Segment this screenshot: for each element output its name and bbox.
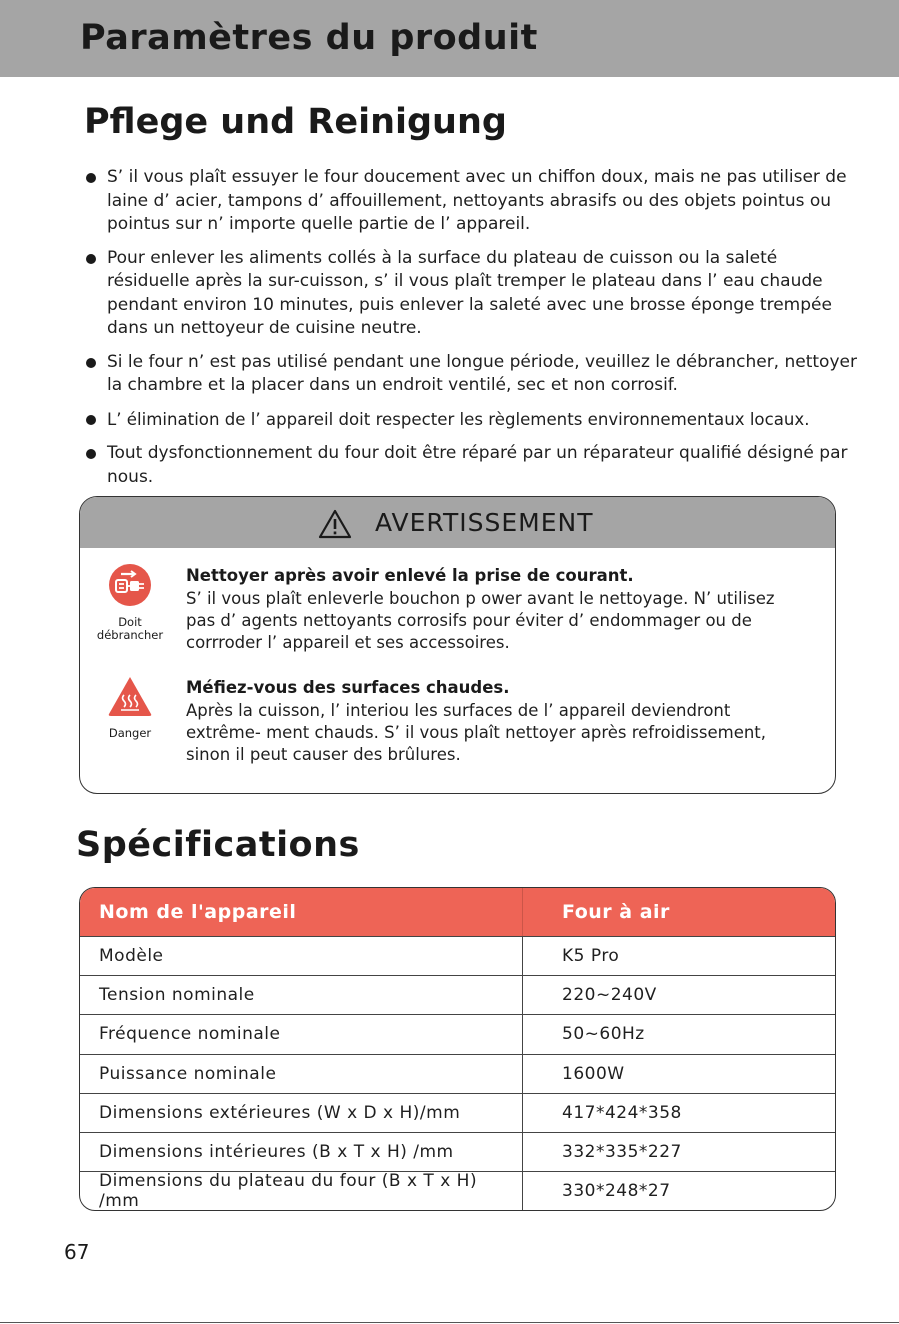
page-title: Paramètres du produit [80,18,538,58]
table-cell-label: Dimensions intérieures (B x T x H) /mm [80,1133,523,1171]
warning-header [80,497,835,548]
caption-line: Doit [118,615,142,629]
list-item [84,351,864,398]
list-item [84,247,864,341]
table-cell-value: K5 Pro [562,946,620,967]
hot-surface-icon [107,675,153,717]
list-item [84,442,864,489]
table-cell-value: 417*424*358 [562,1102,682,1123]
warning-body: Après la cuisson, l’ interiou les surfaces de l’ appareil deviendront extrême- ment chauds. S’ il vous plaît nettoyer après refroidissement, sinon il peut causer des brûlures. [186,701,767,764]
table-header-cell: Nom de l'appareil [80,888,523,936]
warning-title: AVERTISSEMENT [375,508,594,537]
list-item-text: S’ il vous plaît essuyer le four doucement avec un chiffon doux, mais ne pas utiliser de laine d’ acier, tampons d’ affouillement, nettoyants abrasifs ou des objets pointus ou pointus sur n’ importe quelle partie de l’ appareil. [107,167,847,234]
specs-title: Spécifications [76,825,360,865]
warning-heading: Nettoyer après avoir enlevé la prise de courant. [186,566,634,585]
table-row [80,1093,835,1132]
caption-line: débrancher [96,628,164,642]
table-cell-label: Dimensions du plateau du four (B x T x H) /mm [80,1172,523,1210]
list-item-text: L’ élimination de l’ appareil doit respecter les règlements environnementaux locaux. [107,409,810,429]
unplug-icon [108,563,152,607]
table-cell-value: 330*248*27 [562,1181,671,1202]
table-row [80,1054,835,1093]
list-item-text: Tout dysfonctionnement du four doit être réparé par un réparateur qualifié désigné par nous. [107,443,848,487]
care-section-title: Pflege und Reinigung [84,102,507,142]
caption-line: Danger [108,726,152,740]
page-number: 67 [64,1240,90,1264]
table-cell-value: 1600W [562,1063,625,1084]
list-item-text: Pour enlever les aliments collés à la surface du plateau de cuisson ou la saleté résiduelle après la sur-cuisson, s’ il vous plaît tremper le plateau dans l’ eau chaude pendant environ 10 minutes, puis enlever la saleté avec une brosse éponge trempée dans un nettoyeur de cuisine neutre. [107,247,832,338]
table-cell-label: Puissance nominale [80,1055,523,1093]
table-cell-label: Tension nominale [80,976,523,1014]
warning-triangle-icon [318,509,352,539]
bullet-icon [86,449,96,459]
table-header-cell: Four à air [562,901,670,923]
warning-heading: Méfiez-vous des surfaces chaudes. [186,678,510,697]
bottom-divider [0,1322,899,1323]
table-header-row [80,888,835,936]
table-cell-value: 50~60Hz [562,1024,645,1045]
list-item [84,408,864,433]
bullet-icon [86,358,96,368]
warning-body: S’ il vous plaît enleverle bouchon p ower avant le nettoyage. N’ utilisez pas d’ agents nettoyants corrosifs pour éviter d’ endommager ou de corrroder l’ appareil et ses accessoires. [186,589,775,652]
list-item-text: Si le four n’ est pas utilisé pendant une longue période, veuillez le débrancher, nettoyer la chambre et la placer dans un endroit ventilé, sec et non corrosif. [107,351,857,395]
care-bullet-list [84,166,864,499]
table-cell-label: Dimensions extérieures (W x D x H)/mm [80,1094,523,1132]
table-row [80,1171,835,1210]
warning-box [79,496,836,794]
list-item [84,166,864,237]
table-cell-value: 332*335*227 [562,1142,682,1163]
table-cell-value: 220~240V [562,985,657,1006]
table-row [80,936,835,975]
table-row [80,1014,835,1053]
table-row [80,975,835,1014]
unplug-caption [90,616,170,642]
specs-table [79,887,836,1211]
table-row [80,1132,835,1171]
bullet-icon [86,254,96,264]
bullet-icon [86,415,96,425]
table-cell-label: Fréquence nominale [80,1015,523,1053]
header-bar [0,0,899,77]
danger-caption [90,727,170,740]
table-cell-label: Modèle [80,937,523,975]
bullet-icon [86,173,96,183]
